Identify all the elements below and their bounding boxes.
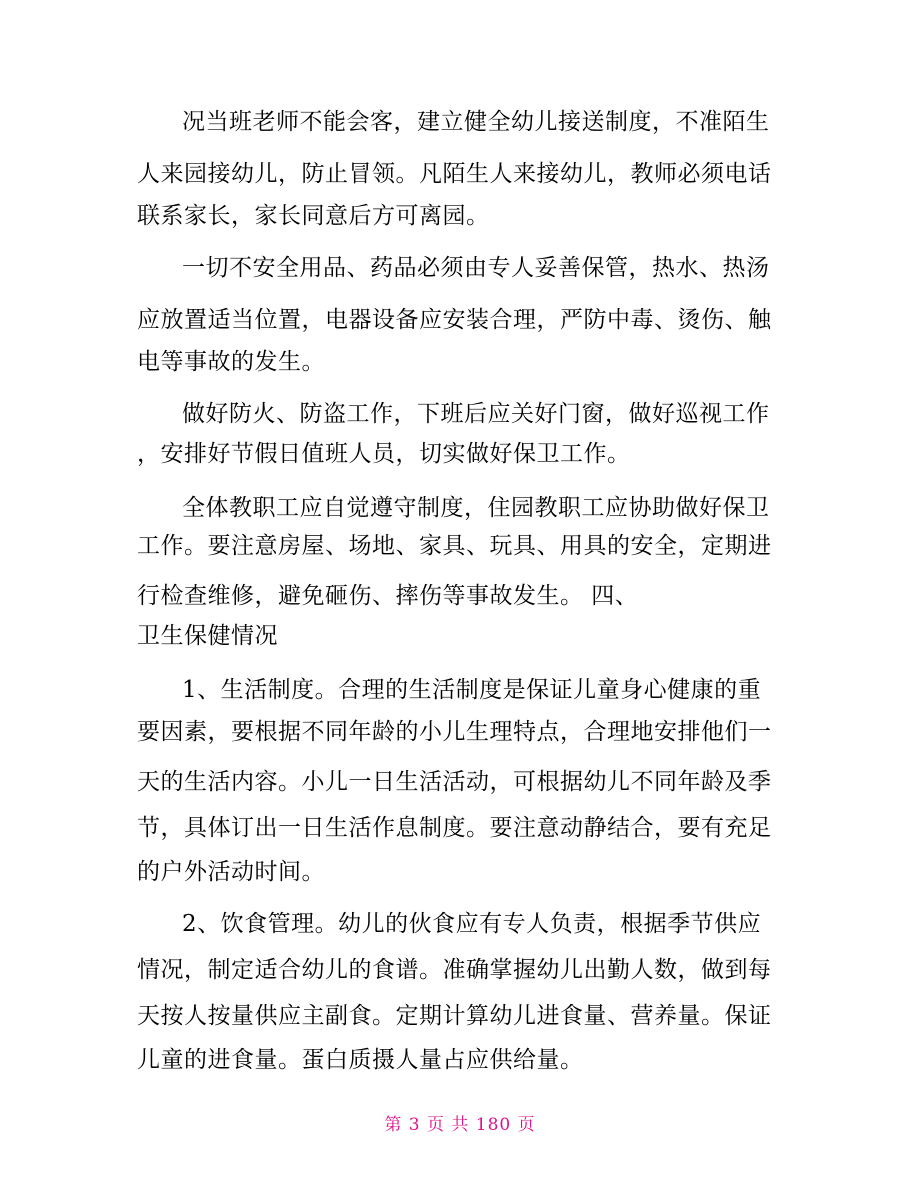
text-line: 全体教职工应自觉遵守制度，住园教职工应协助做好保卫 — [182, 495, 770, 521]
text-line: 联系家长，家长同意后方可离园。 — [137, 203, 490, 229]
section-heading: 卫生保健情况 — [137, 623, 278, 649]
text-line: 节，具体订出一日生活作息制度。要注意动静结合，要有充足 — [137, 815, 772, 841]
text-line: 1、生活制度。合理的生活制度是保证儿童身心健康的重 — [182, 677, 762, 703]
text-line: 工作。要注意房屋、场地、家具、玩具、用具的安全，定期进 — [137, 533, 772, 559]
text-line: 况当班老师不能会客，建立健全幼儿接送制度，不准陌生 — [182, 109, 770, 135]
text-line: 应放置适当位置，电器设备应安装合理，严防中毒、烫伤、触 — [137, 307, 772, 333]
text-line: 2、饮食管理。幼儿的伙食应有专人负责，根据季节供应 — [182, 911, 762, 937]
text-line: 一切不安全用品、药品必须由专人妥善保管，热水、热汤 — [182, 255, 770, 281]
text-line: 人来园接幼儿，防止冒领。凡陌生人来接幼儿，教师必须电话 — [137, 161, 772, 187]
text-line: 天按人按量供应主副食。定期计算幼儿进食量、营养量。保证 — [137, 1003, 772, 1029]
text-line: 情况，制定适合幼儿的食谱。准确掌握幼儿出勤人数，做到每 — [137, 957, 772, 983]
page-number-footer: 第 3 页 共 180 页 — [384, 1115, 536, 1135]
text-line: 的户外活动时间。 — [137, 859, 325, 885]
text-line: ，安排好节假日值班人员，切实做好保卫工作。 — [137, 441, 631, 467]
text-line: 行检查维修，避免砸伤、摔伤等事故发生。 四、 — [137, 583, 639, 609]
text-line: 儿童的进食量。蛋白质摄人量占应供给量。 — [137, 1047, 584, 1073]
text-line: 天的生活内容。小儿一日生活活动，可根据幼儿不同年龄及季 — [137, 769, 772, 795]
text-line: 做好防火、防盗工作，下班后应关好门窗，做好巡视工作 — [182, 401, 770, 427]
text-line: 要因素，要根据不同年龄的小儿生理特点，合理地安排他们一 — [137, 719, 772, 745]
text-line: 电等事故的发生。 — [137, 349, 325, 375]
